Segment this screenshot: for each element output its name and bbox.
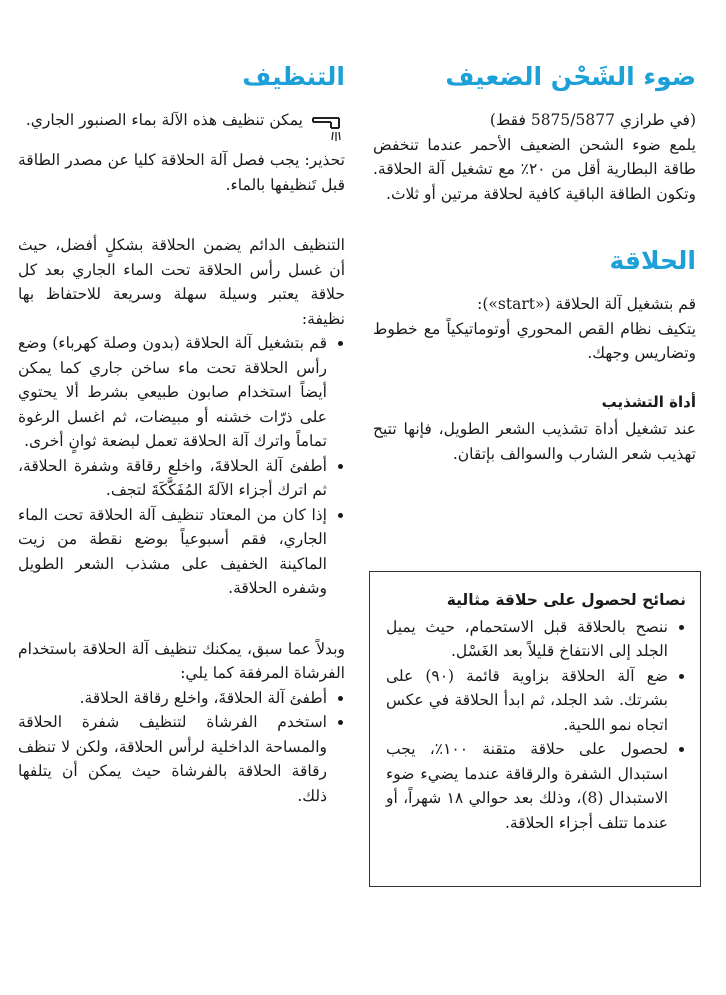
tap-water-row bbox=[18, 108, 345, 148]
cleaning-steps-list bbox=[18, 331, 345, 601]
trimmer-body: عند تشغيل أداة تشذيب الشعر الطويل، فإنها تتيح تهذيب شعر الشارب والسوالف بإتقان. bbox=[373, 420, 696, 463]
shaving-intro: قم بتشغيل آلة الحلاقة («start»): bbox=[477, 295, 696, 313]
shaving-heading: الحلاقة bbox=[609, 246, 696, 275]
low-charge-model-note: (في طرازي 5875/5877 فقط) bbox=[489, 111, 696, 129]
low-charge-body: يلمع ضوء الشحن الضعيف الأحمر عندما تنخفض طاقة البطارية أقل من ٢٠٪ مع تشغيل آلة الحلاقة. وتكون الطاقة الباقية كافية لحلاقة مرتين أو ثلاث. bbox=[373, 135, 696, 203]
shaving-tips-box bbox=[369, 571, 701, 887]
cleaning-step: • قم بتشغيل آلة الحلاقة (بدون وصلة كهرباء) وضع رأس الحلاقة تحت ماء ساخن جاري كما يمكن أيضاً استخدام صابون طبيعي بشرط ألا يحتوي على ذرّات خشنه أو مبيضات، ثم اغسل الرغوة تماماً واترك آلة الحلاقة تعمل لبضعة ثوانٍ أخرى. bbox=[18, 331, 327, 454]
brush-step: • أطفئ آلة الحلاقةَ، واخلع رقاقة الحلاقة. bbox=[18, 686, 327, 711]
cleaning-heading: التنظيف bbox=[242, 62, 345, 91]
tips-heading: نصائح لحصول على حلاقة مثالية bbox=[446, 591, 686, 609]
brush-steps-list bbox=[18, 686, 345, 809]
tip-item: • لحصول على حلاقة متقنة ١٠٠٪، يجب استبدال الشفرة والرقاقة عندما يضيء ضوء الاستبدال (8)، وذلك بعد حوالي ١٨ شهراً، أو عندما تتلف أجزاء الحلاقة. bbox=[386, 737, 668, 835]
left-column bbox=[18, 58, 345, 808]
brush-step: • استخدم الفرشاة لتنظيف شفرة الحلاقة والمساحة الداخلية لرأس الحلاقة، ولكن لا تنظف رقاقة الحلاقة بالفرشاة حيث يمكن أن يتلفها ذلك. bbox=[18, 710, 327, 808]
tip-item: • ضع آلة الحلاقة بزاوية قائمة (٩٠) على بشرتك. شد الجلد، ثم ابدأ الحلاقة في عكس اتجاه نمو اللحية. bbox=[386, 664, 668, 738]
cleaning-step: • إذا كان من المعتاد تنظيف آلة الحلاقة تحت الماء الجاري، فقم أسبوعياً بوضع نقطة من زيت الماكينة الخفيف على مشذب الشعر الطويل وشفره الحلاقة. bbox=[18, 503, 327, 601]
water-tap-icon bbox=[311, 112, 345, 148]
tip-item: • ننصح بالحلاقة قبل الاستحمام، حيث يميل الجلد إلى الانتفاخ قليلاً بعد الغَسْل. bbox=[386, 615, 668, 664]
tap-water-text: يمكن تنظيف هذه الآلة بماء الصنبور الجاري. bbox=[25, 111, 303, 129]
right-column bbox=[373, 58, 696, 466]
tips-list bbox=[386, 615, 686, 836]
brush-cleaning-intro: وبدلاً عما سبق، يمكنك تنظيف آلة الحلاقة باستخدام الفرشاة المرفقة كما يلي: bbox=[18, 639, 345, 682]
cleaning-warning: تحذير: يجب فصل آلة الحلاقة كليا عن مصدر الطاقة قبل تَنظيفها بالماء. bbox=[18, 151, 345, 194]
regular-cleaning-text: التنظيف الدائم يضمن الحلاقة بشكلٍ أفضل، حيث أن غسل رأس الحلاقة تحت الماء الجاري بعد كل حلاقة يعتبر وسيلة سهلة وسريعة للاحتفاظ بها نظيفة: bbox=[18, 236, 345, 328]
low-charge-heading: ضوء الشَحْن الضعيف bbox=[445, 62, 696, 91]
cleaning-step: • أطفئ آلة الحلاقةَ، واخلع رقاقة وشفرة الحلاقة، ثم اترك أجزاء الآلةَ المُفَكَّكَةَ لتجف. bbox=[18, 454, 327, 503]
shaving-body: يتكيف نظام القص المحوري أوتوماتيكياً مع خطوط وتضاريس وجهك. bbox=[373, 319, 696, 362]
trimmer-heading: أداة التشذيب bbox=[601, 392, 696, 411]
